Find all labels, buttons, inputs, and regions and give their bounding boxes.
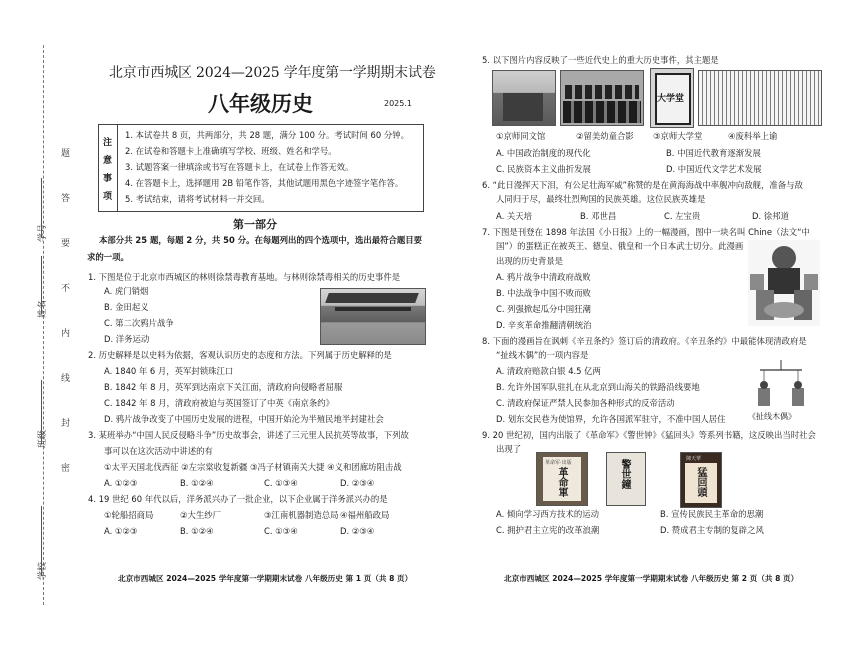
notice-head-char: 项 xyxy=(103,192,113,202)
q5-option-a[interactable]: A. 中国政治制度的现代化 xyxy=(496,148,591,158)
q6-option-a[interactable]: A. 关天培 xyxy=(496,211,533,221)
q1-option-d[interactable]: D. 洋务运动 xyxy=(104,334,150,344)
q7-option-d[interactable]: D. 辛亥革命推翻清朝统治 xyxy=(496,320,592,330)
exam-date: 2025.1 xyxy=(384,99,412,108)
margin-char-nei: 内 xyxy=(59,328,69,337)
margin-char-bu: 不 xyxy=(59,283,69,292)
book-geming-jun xyxy=(536,452,588,506)
puppet-cartoon-image xyxy=(750,360,812,410)
book-menghui-tou-header: 陳天華 xyxy=(686,456,702,462)
q7-option-b[interactable]: B. 中法战争中国不败而败 xyxy=(496,288,591,298)
book-jingshi-zhong xyxy=(606,452,646,506)
q8-stem: “扯线木偶”的一项内容是 xyxy=(496,350,589,360)
q9-option-d[interactable]: D. 赞成君主专制的复辟之风 xyxy=(660,525,764,535)
tongwenguan-photo xyxy=(492,70,556,126)
q9-stem: 出现了 xyxy=(496,444,522,454)
q9-stem: 9. 20 世纪初，国内出版了《革命军》《警世钟》《猛回头》等系列书籍，这反映出当时社会 xyxy=(482,430,816,440)
q6-option-d[interactable]: D. 徐邦道 xyxy=(752,211,789,221)
daxuetang-label: 大学堂 xyxy=(657,94,685,104)
q2-option-a[interactable]: A. 1840 年 6 月，英军封锁珠江口 xyxy=(104,366,234,376)
margin-char-xian: 线 xyxy=(59,373,69,382)
q8-option-b[interactable]: B. 允许外国军队驻扎在从北京到山海关的铁路沿线要地 xyxy=(496,382,700,392)
q7-option-a[interactable]: A. 鸦片战争中清政府战败 xyxy=(496,272,591,282)
part-intro: 本部分共 25 题，每题 2 分，共 50 分。在每题列出的四个选项中，选出最符合题目要 xyxy=(99,235,423,245)
q3-option-c[interactable]: C. ①③④ xyxy=(264,478,298,488)
q5-stem: 5. 以下图片内容反映了一些近代史上的重大历史事件，其主题是 xyxy=(482,55,719,65)
q4-stem: 4. 19 世纪 60 年代以后，洋务派兴办了一批企业，以下企业属于洋务派兴办的是 xyxy=(88,494,388,504)
q4-item: ①轮船招商局 xyxy=(104,510,154,520)
notice-item: 1. 本试卷共 8 页，共两部分，共 28 题，满分 100 分。考试时间 60 分钟。 xyxy=(125,130,409,140)
youth-group-photo xyxy=(560,70,644,126)
part-intro: 求的一项。 xyxy=(87,252,129,262)
notice-head xyxy=(99,125,118,211)
daxuetang-plaque-image xyxy=(650,68,694,128)
book-jingshi-zhong-title: 警世鐘 xyxy=(619,459,630,489)
notice-item: 5. 考试结束，请将考试材料一并交回。 xyxy=(125,194,270,204)
part-title: 第一部分 xyxy=(233,218,277,231)
q6-option-b[interactable]: B. 邓世昌 xyxy=(580,211,617,221)
q3-stem: 事可以在这次活动中讲述的有 xyxy=(104,446,213,456)
book-menghui-tou xyxy=(680,452,722,508)
q7-stem: 出现的历史背景是 xyxy=(496,256,563,266)
q8-option-d[interactable]: D. 划东交民巷为使馆界，允许各国派军驻守，不准中国人居住 xyxy=(496,414,726,424)
margin-label-xuehao: 学号 xyxy=(38,223,48,242)
q7-option-c[interactable]: C. 列强掀起瓜分中国狂潮 xyxy=(496,304,591,314)
q9-option-c[interactable]: C. 拥护君主立宪的改革浪潮 xyxy=(496,525,600,535)
q4-option-a[interactable]: A. ①②③ xyxy=(104,526,138,536)
q1-option-a[interactable]: A. 虎门销烟 xyxy=(104,286,149,296)
q5-item: ③京师大学堂 xyxy=(653,131,703,141)
margin-label-xingming: 姓名 xyxy=(38,299,48,318)
margin-char-ti: 题 xyxy=(59,148,69,157)
q3-option-a[interactable]: A. ①②③ xyxy=(104,478,138,488)
q5-item: ①京师同文馆 xyxy=(496,131,546,141)
q2-option-d[interactable]: D. 鸦片战争改变了中国历史发展的进程，中国开始沦为半殖民地半封建社会 xyxy=(104,414,384,424)
q1-stem: 1. 下图是位于北京市西城区的林则徐禁毒教育基地。与林则徐禁毒相关的历史事件是 xyxy=(88,272,401,282)
lin-zexu-base-photo xyxy=(320,288,426,345)
cake-cartoon-image xyxy=(748,240,820,326)
q4-item: ③江南机器制造总局 xyxy=(264,510,339,520)
notice-head-char: 事 xyxy=(103,174,113,184)
book-menghui-tou-title: 猛回頭 xyxy=(695,467,706,497)
fill-line-banji[interactable] xyxy=(41,380,42,444)
page1-footer: 北京市西城区 2024—2025 学年度第一学期期末试卷 八年级历史 第 1 页（共 8 页） xyxy=(118,574,413,583)
q4-option-c[interactable]: C. ①③④ xyxy=(264,526,298,536)
margin-char-yao: 要 xyxy=(59,238,69,247)
margin-char-mi: 密 xyxy=(59,463,69,472)
q4-option-b[interactable]: B. ①②④ xyxy=(180,526,214,536)
exam-title: 北京市西城区 2024—2025 学年度第一学期期末试卷 xyxy=(109,65,436,81)
q7-stem: 7. 下图是刊登在 1898 年法国《小日报》上的一幅漫画，图中一块名叫 Chine（法文“中 xyxy=(482,227,810,237)
notice-head-char: 意 xyxy=(103,156,113,166)
q8-stem: 8. 下面的漫画旨在讽刺《辛丑条约》签订后的清政府。《辛丑条约》中最能体现清政府是 xyxy=(482,336,807,346)
margin-char-da: 答 xyxy=(59,193,69,202)
notice-item: 3. 试题答案一律填涂或书写在答题卡上，在试卷上作答无效。 xyxy=(125,162,354,172)
q2-stem: 2. 历史解释是以史料为依据，客观认识历史的态度和方法。下列属于历史解释的是 xyxy=(88,350,392,360)
imperial-edict-image xyxy=(698,70,822,126)
book-geming-jun-title: 革命軍 xyxy=(556,467,567,497)
binding-dashed-line xyxy=(43,45,44,605)
q8-option-c[interactable]: C. 清政府保证严禁人民参加各种形式的反帝活动 xyxy=(496,398,675,408)
q5-option-c[interactable]: C. 民族资本主义曲折发展 xyxy=(496,164,591,174)
q6-option-c[interactable]: C. 左宝贵 xyxy=(664,211,701,221)
q4-option-d[interactable]: D. ②③④ xyxy=(340,526,375,536)
book-geming-jun-header: 革命军·出版 xyxy=(545,460,572,466)
notice-item: 4. 在答题卡上，选择题用 2B 铅笔作答，其他试题用黑色字迹签字笔作答。 xyxy=(125,178,404,188)
q2-option-b[interactable]: B. 1842 年 8 月，英军到达南京下关江面，清政府向侵略者屈服 xyxy=(104,382,343,392)
fill-line-xuexiao[interactable] xyxy=(41,506,42,576)
q3-option-d[interactable]: D. ②③④ xyxy=(340,478,375,488)
q5-item: ④废科举上谕 xyxy=(728,131,778,141)
fill-line-xuehao[interactable] xyxy=(41,178,42,238)
subject-title: 八年级历史 xyxy=(208,91,313,116)
q2-option-c[interactable]: C. 1842 年 8 月，清政府被迫与英国签订了中英《南京条约》 xyxy=(104,398,335,408)
margin-label-banji: 班级 xyxy=(38,429,48,448)
fill-line-xingming[interactable] xyxy=(41,256,42,314)
margin-label-xuexiao: 学校 xyxy=(38,561,48,580)
q6-stem: 6. “此日漫挥天下泪，有公足壮海军威”称赞的是在黄海海战中率舰冲向敌舰，准备与敌 xyxy=(482,180,803,190)
q9-option-b[interactable]: B. 宣传民族民主革命的思潮 xyxy=(660,509,764,519)
q4-item: ④福州船政局 xyxy=(340,510,390,520)
q6-stem: 人同归于尽，最终壮烈殉国的民族英雄。这位民族英雄是 xyxy=(496,194,706,204)
page2-footer: 北京市西城区 2024—2025 学年度第一学期期末试卷 八年级历史 第 2 页（共 8 页） xyxy=(504,574,799,583)
q1-option-b[interactable]: B. 金田起义 xyxy=(104,302,149,312)
q3-items: ①太平天国北伐西征 ②左宗棠收复新疆 ③冯子材镇南关大捷 ④义和团廊坊阻击战 xyxy=(104,462,402,472)
q9-option-a[interactable]: A. 倾向学习西方技术的运动 xyxy=(496,509,600,519)
q5-option-b[interactable]: B. 中国近代教育逐渐发展 xyxy=(666,148,761,158)
notice-item: 2. 在试卷和答题卡上准确填写学校、班级、姓名和学号。 xyxy=(125,146,337,156)
q8-option-a[interactable]: A. 清政府赔款白银 4.5 亿两 xyxy=(496,366,601,376)
notice-box xyxy=(98,124,424,212)
q4-item: ②大生纱厂 xyxy=(180,510,222,520)
q1-option-c[interactable]: C. 第二次鸦片战争 xyxy=(104,318,174,328)
q5-option-d[interactable]: D. 中国近代文学艺术发展 xyxy=(666,164,762,174)
puppet-cartoon-caption: 《扯线木偶》 xyxy=(748,412,796,421)
q3-stem: 3. 某班举办“中国人民反侵略斗争”历史故事会，讲述了三元里人民抗英等故事，下列故 xyxy=(88,430,409,440)
q5-item: ②留美幼童合影 xyxy=(576,131,634,141)
notice-head-char: 注 xyxy=(103,138,113,148)
margin-char-feng: 封 xyxy=(59,418,69,427)
q3-option-b[interactable]: B. ①②④ xyxy=(180,478,214,488)
q7-stem: 国”）的蛋糕正在被英王、德皇、俄皇和一个日本武士切分。此漫画 xyxy=(496,241,744,251)
